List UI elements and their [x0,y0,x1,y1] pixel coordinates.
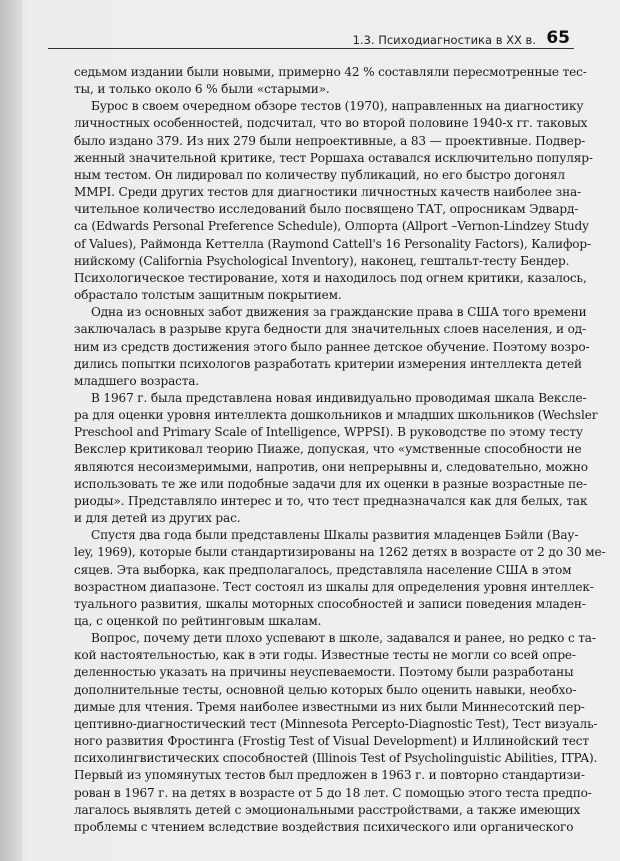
text-line: Психологическое тестирование, хотя и находилось под огнем критики, казалось, [74,270,587,285]
text-line: димые для чтения. Тремя наиболее известными из них были Миннесотский пер- [74,699,585,714]
paragraph [74,527,606,630]
text-line: ра для оценки уровня интеллекта дошкольников и младших школьников (Wechsler [74,408,598,423]
page-number: 65 [546,28,570,48]
text-line: младшего возраста. [74,373,200,388]
text-line: Первый из упомянутых тестов был предложен в 1963 г. и повторно стандартизи- [74,768,585,783]
text-line: женный значительной критике, тест Роршаха оставался исключительно популяр- [74,150,593,165]
paragraph [74,64,587,98]
page-gutter-shadow [0,0,22,861]
text-line: являются несоизмеримыми, напротив, они непрерывны и, следовательно, можно [74,459,588,474]
text-line: заключалась в разрыве круга бедности для значительных слоев населения, и од- [74,322,586,337]
text-line: и для детей из других рас. [74,511,241,526]
text-line: ца, с оценкой по рейтинговым шкалам. [74,614,322,628]
header-rule [48,48,574,49]
running-head: 1.3. Психодиагностика в XX в. [352,33,536,47]
text-line: возрастном диапазоне. Тест состоял из шкалы для определения уровня интеллек- [74,579,594,594]
text-line: ним из средств достижения этого было раннее детское обучение. Поэтому возро- [74,339,590,354]
text-line: of Values), Раймонда Кеттелла (Raymond Cattell's 16 Personality Factors), Калифор- [74,236,591,251]
text-line: са (Edwards Personal Preference Schedule), Олпорта (Allport –Vernon-Lindzey Study [74,219,589,234]
text-line: лагалось выявлять детей с эмоциональными расстройствами, а также имеющих [74,802,581,817]
text-line: было издано 379. Из них 279 были непроективные, а 83 — проективные. Подвер- [74,133,586,148]
text-line: дились попытки психологов разработать критерии измерения интеллекта детей [74,356,582,371]
text-line: ley, 1969), которые были стандартизированы на 1262 детях в возрасте от 2 до 30 ме- [74,545,606,560]
text-line: MMPI. Среди других тестов для диагностики личностных качеств наиболее зна- [74,185,581,200]
text-line: психолингвистических способностей (Illinois Test of Psycholinguistic Abilities, ITPA). [74,751,598,766]
body-text [74,64,606,836]
text-line: цептивно-диагностический тест (Minnesota Percepto-Diagnostic Test), Тест визуаль- [74,716,598,731]
text-line: дополнительные тесты, основной целью которых было оценить навыки, необхо- [74,682,577,697]
text-line: сяцев. Эта выборка, как предполагалось, представляла население США в этом [74,562,572,577]
paragraph [74,304,590,390]
text-line: ным тестом. Он лидировал по количеству публикаций, но его быстро догонял [74,167,565,182]
paragraph [74,630,598,836]
text-line: Preschool and Primary Scale of Intelligence, WPPSI). В руководстве по этому тесту [74,425,583,440]
text-line: Спустя два года были представлены Шкалы развития младенцев Бэйли (Вау- [91,528,579,543]
text-line: чительное количество исследований было посвящено ТАТ, опросникам Эдвард- [74,202,579,217]
text-line: Одна из основных забот движения за гражданские права в США того времени [91,305,587,320]
text-line: туального развития, шкалы моторных способностей и записи поведения младен- [74,596,586,611]
text-line: Бурос в своем очередном обзоре тестов (1970), направленных на диагностику [91,99,584,114]
text-line: Вопрос, почему дети плохо успевают в школе, задавался и ранее, но редко с та- [91,631,596,646]
text-line: личностных особенностей, подсчитал, что во второй половине 1940-х гг. таковых [74,116,588,131]
text-line: ного развития Фростинга (Frostig Test of Visual Development) и Иллинойский тест [74,734,589,749]
text-line: В 1967 г. была представлена новая индивидуально проводимая шкала Вексле- [91,390,587,405]
paragraph [74,390,598,527]
text-line: риоды». Представляло интерес и то, что тест предназначался как для белых, так [74,493,588,508]
text-line: рован в 1967 г. на детях в возрасте от 5 до 18 лет. С помощью этого теста предпо- [74,785,592,800]
text-line: проблемы с чтением вследствие воздействия психического или органического [74,819,574,834]
text-line: деленностью указать на причины неуспеваемости. Поэтому были разработаны [74,665,574,680]
text-line: ты, и только около 6 % были «старыми». [74,82,330,97]
text-line: нийскому (California Psychological Inventory), наконец, гештальт-тесту Бендер. [74,253,570,268]
text-line: кой настоятельностью, как в эти годы. Известные тесты не могли со всей опре- [74,648,576,663]
text-line: обрастало толстым защитным покрытием. [74,288,342,303]
text-line: использовать те же или подобные задачи для их оценки в разные возрастные пе- [74,476,587,491]
text-line: седьмом издании были новыми, примерно 42 % составляли пересмотренные тес- [74,65,587,79]
text-line: Векслер критиковал теорию Пиаже, допуская, что «умственные способности не [74,442,582,457]
paragraph [74,98,593,304]
